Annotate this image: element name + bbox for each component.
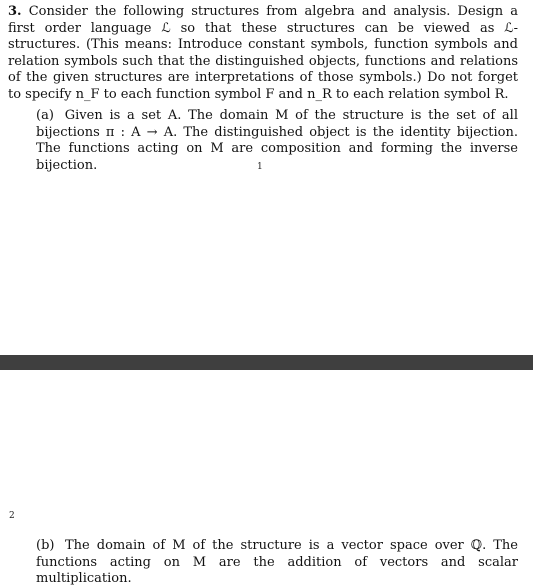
document-page-2 bbox=[0, 370, 533, 586]
part-b-label: (b) bbox=[36, 538, 55, 553]
page-number: 1 bbox=[257, 162, 263, 172]
part-a-label: (a) bbox=[36, 108, 54, 123]
page-separator bbox=[0, 355, 533, 370]
page-number: 2 bbox=[9, 511, 15, 521]
part-b-text: The domain of M of the structure is a vector space over ℚ. The functions acting on M are the addition of vectors and scalar multiplication. bbox=[36, 538, 518, 586]
part-a bbox=[36, 108, 518, 174]
problem-text: Consider the following structures from algebra and analysis. Design a first order language ℒ so that these structures can be viewed as ℒ-structures. (This means: Introduce constant symbols, function symbols and relation symbols such that the distinguished objects, functions and relations of the given structures are interpretations of those symbols.) Do not forget to specify n_F to each function symbol F and n_R to each relation symbol R. bbox=[8, 4, 518, 102]
part-b bbox=[36, 538, 518, 588]
problem-number: 3. bbox=[8, 4, 22, 19]
problem-statement bbox=[8, 4, 518, 103]
part-a-text: Given is a set A. The domain M of the structure is the set of all bijections π : A → A. The distinguished object is the identity bijection. The functions acting on M are composition and forming the inverse bijection. bbox=[36, 108, 518, 173]
